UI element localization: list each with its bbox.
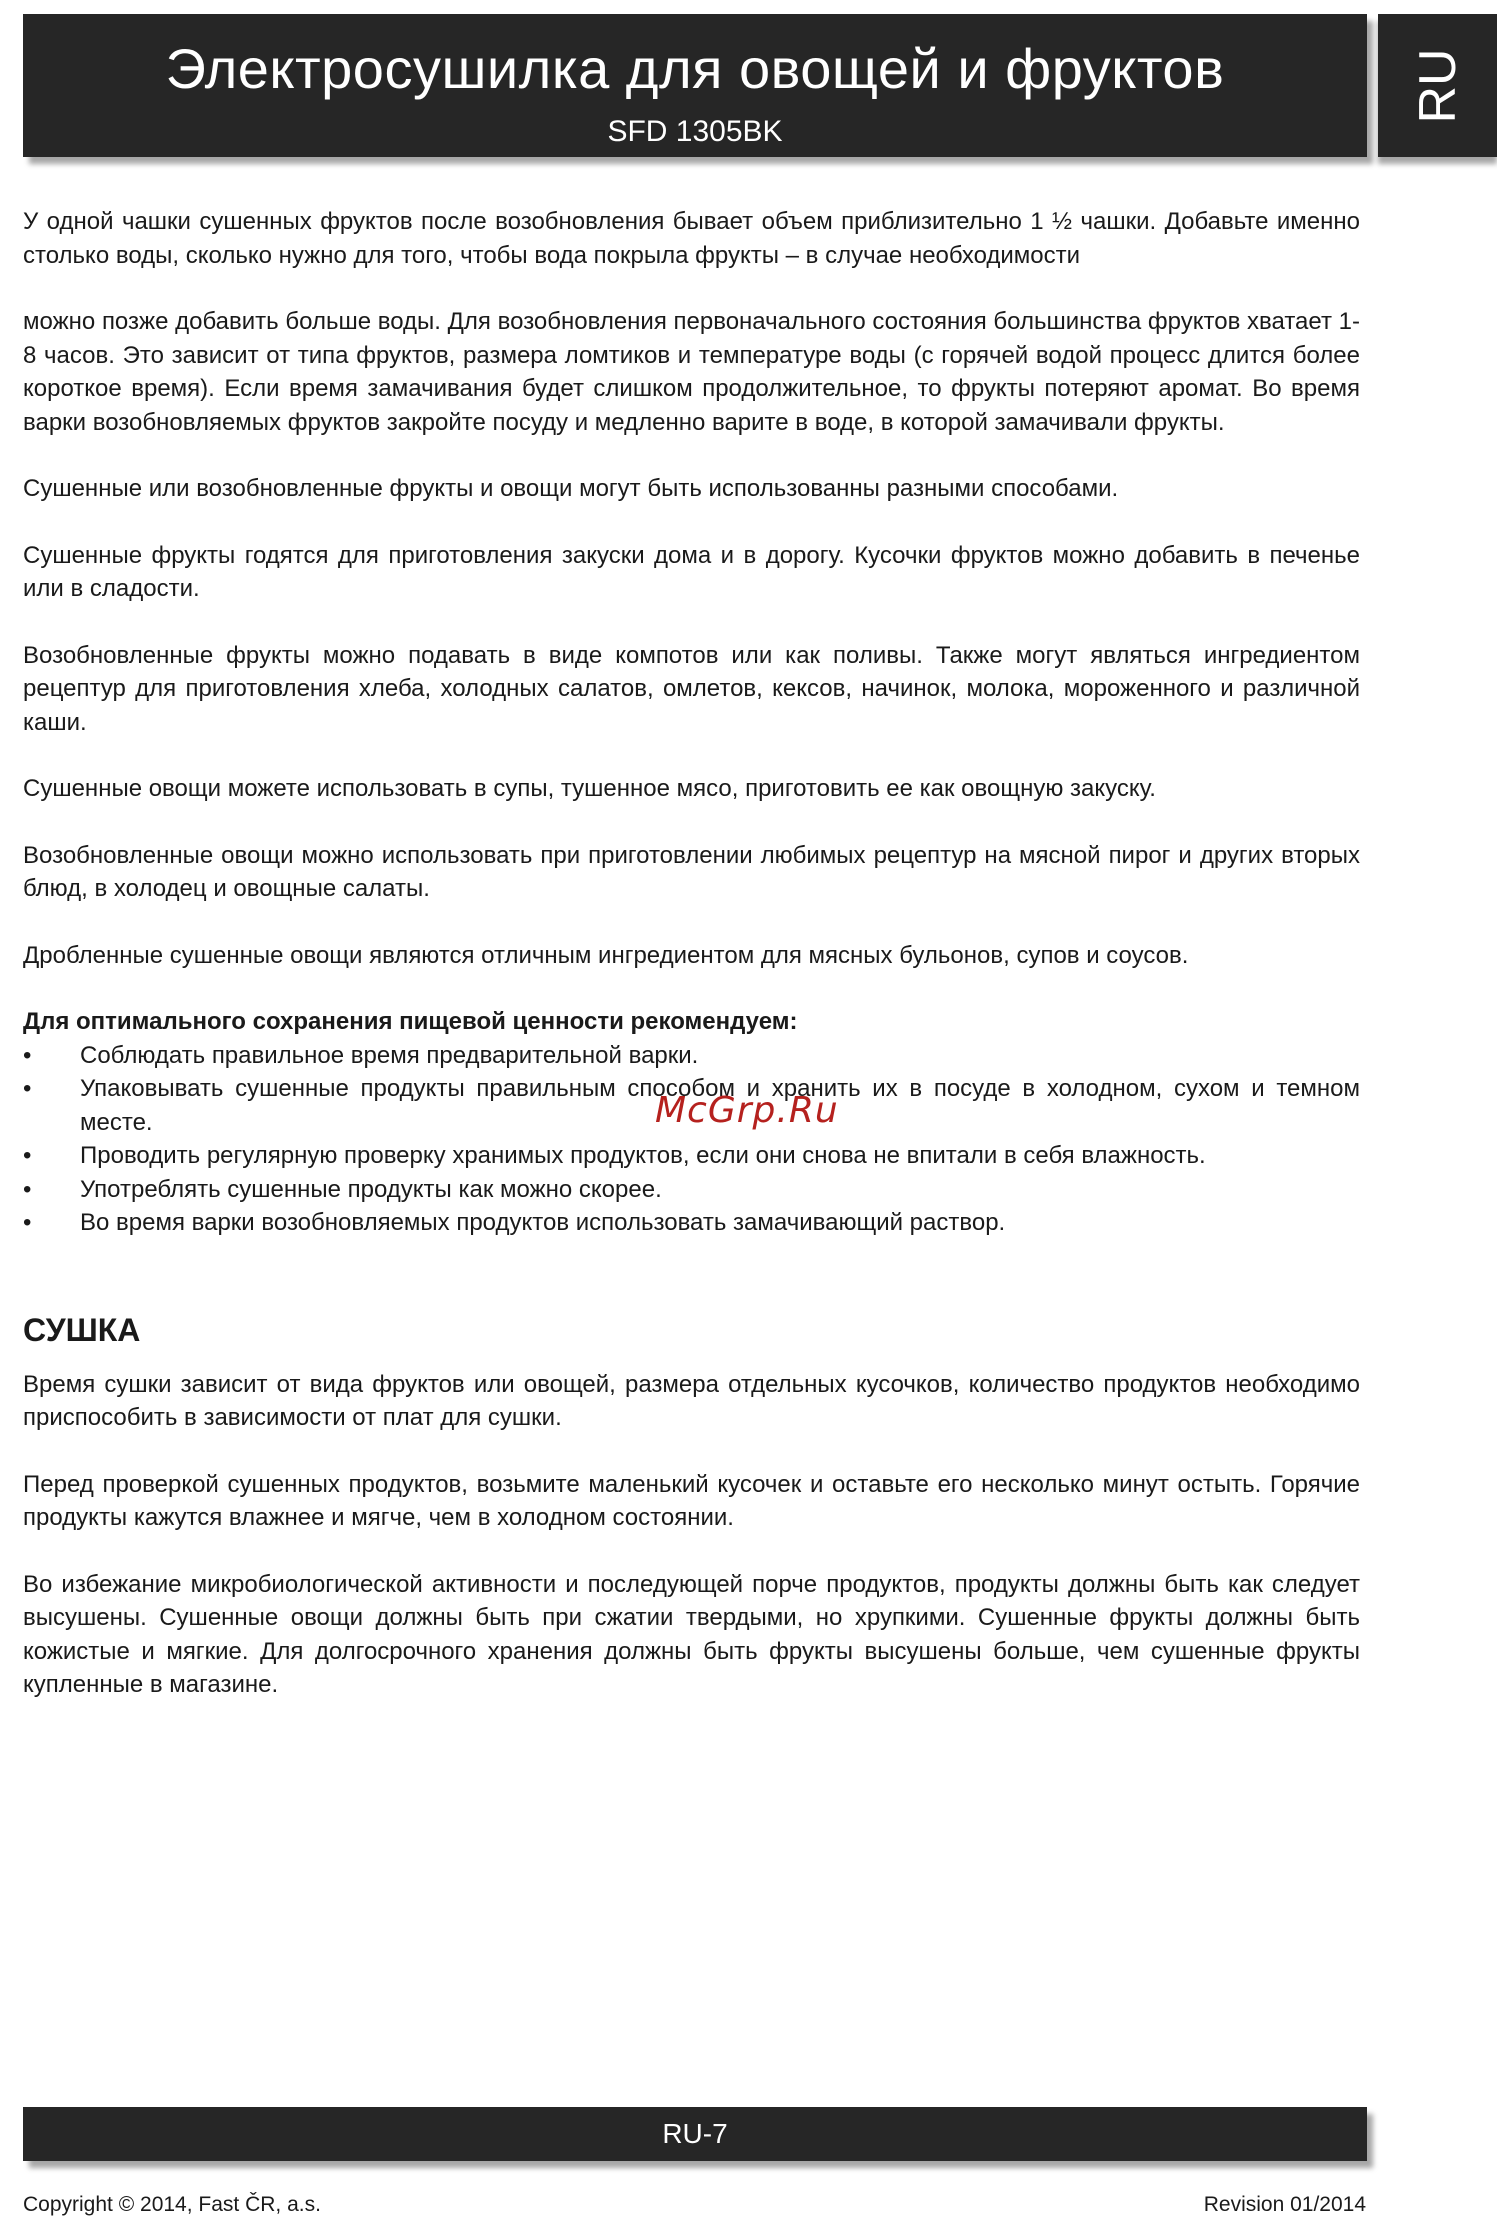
- list-item-text: Во время варки возобновляемых продуктов использовать замачивающий раствор.: [80, 1209, 1006, 1236]
- footer-bar: [23, 2107, 1367, 2161]
- bullet-icon: •: [23, 1175, 32, 1203]
- copyright-text: Copyright © 2014, Fast ČR, a.s.: [23, 2193, 321, 2216]
- bullet-icon: •: [23, 1041, 32, 1069]
- bullet-icon: •: [23, 1209, 32, 1236]
- bullet-icon: •: [23, 1142, 32, 1169]
- paragraph: Сушенные или возобновленные фрукты и овощи могут быть использованны разными способами.: [23, 475, 1119, 502]
- section-heading-drying: СУШКА: [23, 1311, 141, 1348]
- recommend-list: [23, 1039, 1360, 1240]
- header-bar: [23, 14, 1367, 157]
- language-tab: [1378, 14, 1497, 157]
- list-item: [23, 1139, 1360, 1173]
- revision-text: Revision 01/2014: [1203, 2193, 1366, 2216]
- paragraph: Во избежание микробиологической активности и последующей порче продуктов, продукты должны быть как следует высушены. Сушенные овощи должны быть при сжатии твердыми, но хрупкими. Сушенные фрукты должны быть кожистые и мягкие. Для долгосрочного хранения должны быть фрукты высушены больше, чем сушенные фрукты купленные в магазине.: [23, 1570, 1360, 1698]
- list-item: [23, 1206, 1360, 1240]
- paragraph: Сушенные фрукты годятся для приготовления закуски дома и в дорогу. Кусочки фруктов можно добавить в печенье или в сладости.: [23, 541, 1360, 602]
- page-title: Электросушилка для овощей и фруктов: [165, 37, 1225, 100]
- paragraph: Возобновленные овощи можно использовать при приготовлении любимых рецептур на мясной пирог и других вторых блюд, в холодец и овощные салаты.: [23, 841, 1360, 902]
- document-body: [23, 205, 1360, 1702]
- paragraph: можно позже добавить больше воды. Для возобновления первоначального состояния большинства фруктов хватает 1-8 часов. Это зависит от типа фруктов, размера ломтиков и температуре воды (с горячей водой процесс длится более короткое время). Если время замачивания будет слишком продолжительное, то фрукты потеряют аромат. Во время варки возобновляемых фруктов закройте посуду и медленно варите в воде, в которой замачивали фрукты.: [23, 308, 1360, 436]
- list-item: [23, 1039, 1360, 1073]
- watermark: McGrp.Ru: [655, 1090, 839, 1131]
- recommend-heading: Для оптимального сохранения пищевой ценности рекомендуем:: [23, 1008, 798, 1035]
- list-item-text: Соблюдать правильное время предварительной варки.: [80, 1041, 699, 1069]
- paragraph: Перед проверкой сушенных продуктов, возьмите маленький кусочек и оставьте его несколько минут остыть. Горячие продукты кажутся влажнее и мягче, чем в холодном состоянии.: [23, 1470, 1360, 1531]
- language-label: RU: [1408, 47, 1467, 124]
- paragraph: Дробленные сушенные овощи являются отличным ингредиентом для мясных бульонов, супов и соусов.: [23, 941, 1189, 969]
- paragraph: Сушенные овощи можете использовать в супы, тушенное мясо, приготовить ее как овощную закуску.: [23, 775, 1156, 802]
- list-item-text: Упаковывать сушенные продукты правильным способом и хранить их в посуде в холодном, сухом и темном месте.: [80, 1075, 1360, 1136]
- paragraph: Возобновленные фрукты можно подавать в виде компотов или как поливы. Также могут являться ингредиентом рецептур для приготовления хлеба, холодных салатов, омлетов, кексов, начинок, молока, мороженного и различной каши.: [23, 641, 1360, 736]
- paragraph: У одной чашки сушенных фруктов после возобновления бывает объем приблизительно 1 ½ чашки. Добавьте именно столько воды, сколько нужно для того, чтобы вода покрыла фрукты – в случае необходимости: [23, 208, 1360, 269]
- list-item: [23, 1173, 1360, 1207]
- page-number: RU-7: [662, 2118, 728, 2149]
- paragraph: Время сушки зависит от вида фруктов или овощей, размера отдельных кусочков, количество продуктов необходимо приспособить в зависимости от плат для сушки.: [23, 1370, 1360, 1431]
- list-item-text: Проводить регулярную проверку хранимых продуктов, если они снова не впитали в себя влажность.: [80, 1142, 1206, 1169]
- bullet-icon: •: [23, 1075, 32, 1102]
- model-number: SFD 1305BK: [607, 115, 783, 148]
- list-item-text: Употреблять сушенные продукты как можно скорее.: [80, 1175, 662, 1203]
